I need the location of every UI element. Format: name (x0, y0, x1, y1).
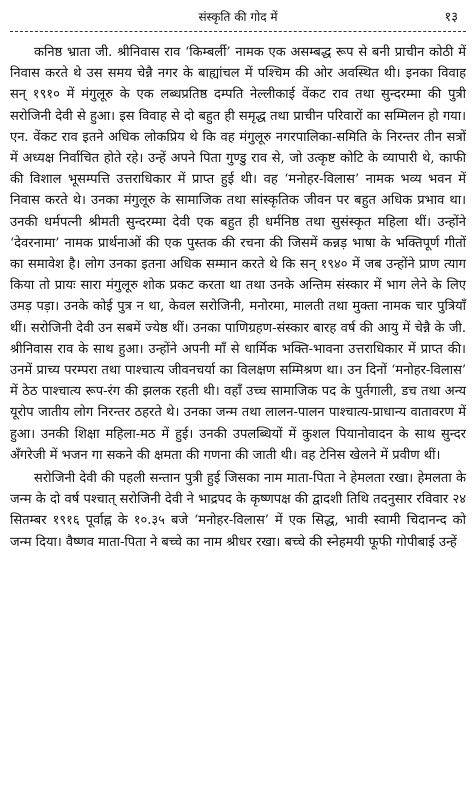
running-head-title: संस्कृति की गोद में (198, 9, 278, 24)
page-number: १३ (444, 10, 458, 25)
running-head (10, 6, 466, 26)
paragraph: सरोजिनी देवी की पहली सन्तान पुत्री हुई जिसका नाम माता-पिता ने हेमलता रखा। हेमलता के जन्म के दो वर्ष पश्चात् सरोजिनी देवी ने भाद्रपद के कृष्णपक्ष की द्वादशी तिथि तदनुसार रविवार २४ सितम्बर १९१६ पूर्वाह्न के १०.३५ बजे ‘मनोहर-विलास’ में एक सिद्ध, भावी स्वामी चिदानन्द को जन्म दिया। वैष्णव माता-पिता ने बच्चे का नाम श्रीधर रखा। बच्चे की स्नेहमयी फूफी गोपीबाई उन्हें (10, 471, 466, 550)
paragraph: कनिष्ठ भ्राता जी. श्रीनिवास राव ‘किम्बर्ली’ नामक एक असम्बद्ध रूप से बनी प्राचीन कोठी में निवास करते थे उस समय चेन्नै नगर के बाह्यांचल में पश्चिम की ओर अवस्थित थी। इनका विवाह सन् १९१० में मंगुलूरु के एक लब्धप्रतिष्ठ दम्पति नेल्लीकाई वेंकट राव तथा सुन्दरम्मा की पुत्री सरोजिनी देवी से हुआ। इस विवाह से दो बहुत ही समृद्ध तथा प्राचीन परिवारों का सम्मिलन हो गया। एन. वेंकट राव इतने अधिक लोकप्रिय थे कि वह मंगुलूरु नगरपालिका-समिति के निरन्तर तीन सत्रों में अध्यक्ष निर्वाचित होते रहे। उन्हें अपने पिता गुण्डु राव से, जो उत्कृष्ट कोटि के व्यापारी थे, काफी की विशाल भूसम्पत्ति उत्तराधिकार में प्राप्त हुई थी। वह ‘मनोहर-विलास’ नामक भव्य भवन में निवास करते थे। उनका मंगुलूरु के सामाजिक तथा सांस्कृतिक जीवन पर बहुत अधिक प्रभाव था। उनकी धर्मपत्नी श्रीमती सुन्दरम्मा देवी एक बहुत ही धर्मनिष्ठ तथा सुसंस्कृत महिला थीं। उन्होंने ‘देवरनामा’ नामक प्रार्थनाओं की एक पुस्तक की रचना की जिसमें कन्नड़ भाषा के भक्तिपूर्ण गीतों का समावेश है। लोग उनका इतना अधिक सम्मान करते थे कि सन् १९४० में जब उन्होंने प्राण त्याग किया तो प्रायः सारा मंगुलूरु शोक प्रकट करता था तथा उनके अन्तिम संस्कार में भाग लेने के लिए उमड़ पड़ा। उनके कोई पुत्र न था, केवल सरोजिनी, मनोरमा, मालती तथा मुक्ता नामक चार पुत्रियाँ थीं। सरोजिनी देवी उन सबमें ज्येष्ठ थीं। उनका पाणिग्रहण-संस्कार बारह वर्ष की आयु में चेन्नै के जी. श्रीनिवास राव के साथ हुआ। उन्होंने अपनी माँ से धार्मिक भक्ति-भावना उत्तराधिकार में प्राप्त की। उनमें प्राच्य परम्परा तथा पाश्चात्य जीवनचर्या का विलक्षण सम्मिश्रण था। उन दिनों ‘मनोहर-विलास’ में ठेठ पाश्चात्य रूप-रंग की झलक रहती थी। वहाँ उच्च सामाजिक पद के पुर्तगाली, डच तथा अन्य यूरोप जातीय लोग निरन्तर ठहरते थे। उनका जन्म तथा लालन-पालन पाश्चात्य-प्राधान्य वातावरण में हुआ। उनकी शिक्षा महिला-मठ में हुई। उनकी उपलब्धियों में कुशल पियानोवादन के साथ सुन्दर अँगरेजी में भजन गा सकने की क्षमता की गणना की जाती थी। वह टेनिस खेलने में प्रवीण थीं। (10, 45, 466, 463)
body-text (10, 42, 466, 553)
header-divider (10, 31, 466, 32)
